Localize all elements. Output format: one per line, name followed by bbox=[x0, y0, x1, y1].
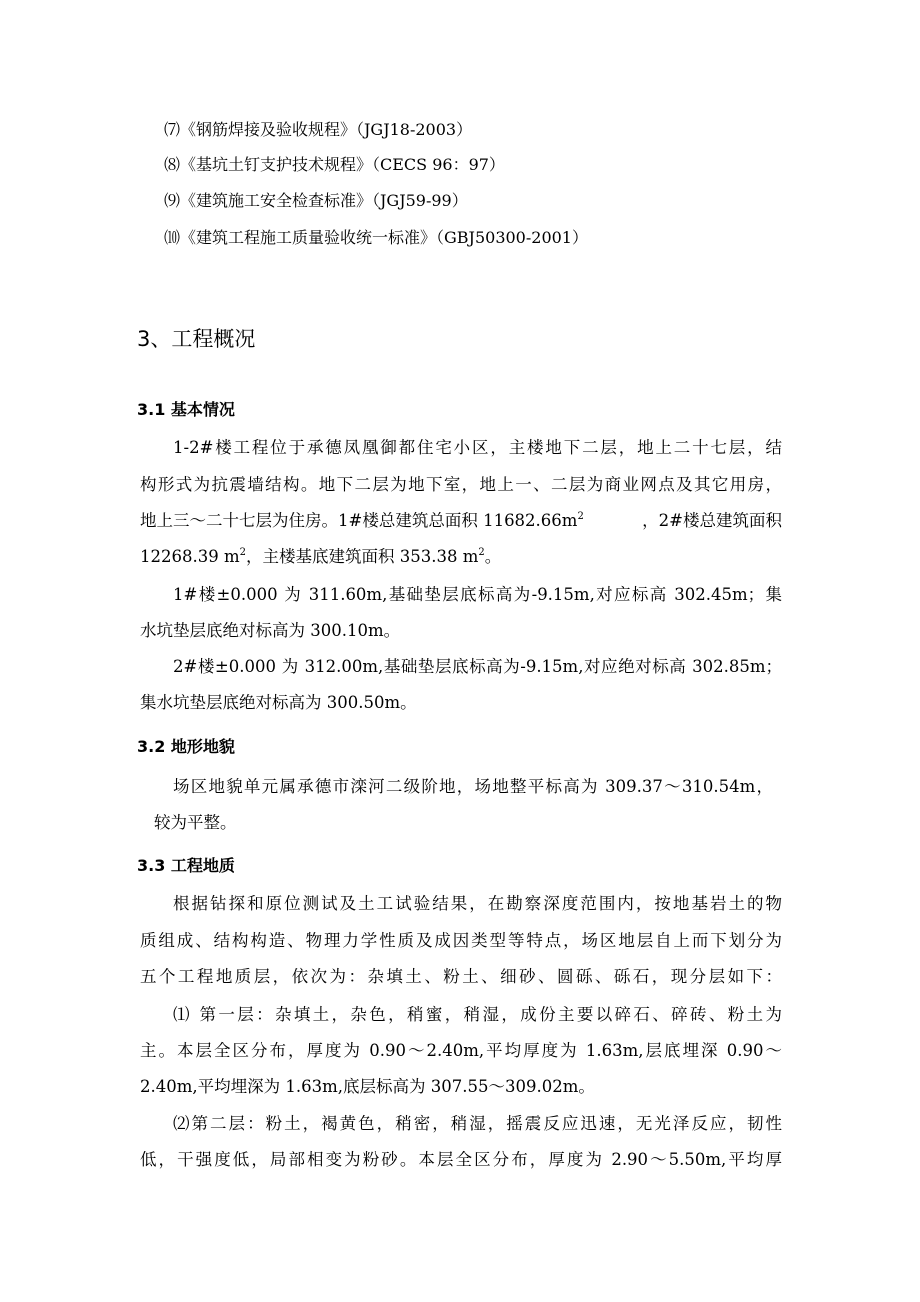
paragraph-line: 根据钻探和原位测试及土工试验结果，在勘察深度范围内，按地基岩土的物 bbox=[173, 894, 782, 913]
reference-item-10: ⑽《建筑工程施工质量验收统一标准》（GBJ50300-2001） bbox=[164, 228, 588, 247]
reference-item-8: ⑻《基坑土钉支护技术规程》（CECS 96：97） bbox=[164, 155, 505, 174]
paragraph-line bbox=[140, 510, 782, 532]
paragraph-line: 较为平整。 bbox=[154, 813, 237, 832]
paragraph-line: 主。本层全区分布，厚度为 0.90～2.40m,平均厚度为 1.63m,层底埋深 0.90～ bbox=[140, 1041, 782, 1060]
paragraph-line: 五个工程地质层，依次为：杂填土、粉土、细砂、圆砾、砾石，现分层如下： bbox=[140, 967, 782, 986]
section-title: 3、工程概况 bbox=[137, 327, 256, 351]
paragraph-line: 场区地貌单元属承德市滦河二级阶地，场地整平标高为 309.37～310.54m， bbox=[173, 777, 773, 796]
paragraph-line: 集水坑垫层底绝对标高为 300.50m。 bbox=[140, 693, 417, 712]
paragraph-line: 2.40m,平均埋深为 1.63m,底层标高为 307.55～309.02m。 bbox=[140, 1077, 595, 1096]
paragraph-line: 1#楼±0.000 为 311.60m,基础垫层底标高为-9.15m,对应标高 302.45m；集 bbox=[173, 585, 782, 604]
area-text-part: 地上三～二十七层为住房。1#楼总建筑总面积 $11682.66m^2$ bbox=[140, 511, 584, 530]
paragraph-line: 1-2#楼工程位于承德凤凰御都住宅小区，主楼地下二层，地上二十七层，结 bbox=[173, 438, 782, 457]
reference-item-7: ⑺《钢筋焊接及验收规程》（JGJ18-2003） bbox=[164, 120, 473, 139]
reference-item-9: ⑼《建筑施工安全检查标准》（JGJ59-99） bbox=[164, 191, 468, 210]
paragraph-line: 2#楼±0.000 为 312.00m,基础垫层底标高为-9.15m,对应绝对标高 302.85m； bbox=[173, 657, 782, 676]
area-text-part: ，2#楼总建筑面积 bbox=[642, 511, 782, 530]
paragraph-line: 质组成、结构构造、物理力学性质及成因类型等特点，场区地层自上而下划分为 bbox=[140, 931, 782, 950]
subsection-heading-3-1: 3.1 基本情况 bbox=[137, 400, 235, 419]
paragraph-line: 构形式为抗震墙结构。地下二层为地下室，地上一、二层为商业网点及其它用房， bbox=[140, 475, 782, 494]
paragraph-line: 水坑垫层底绝对标高为 300.10m。 bbox=[140, 621, 401, 640]
subsection-heading-3-2: 3.2 地形地貌 bbox=[137, 737, 235, 756]
paragraph-line: 12268.39 $m^2$，主楼基底建筑面积 353.38 $m^2$。 bbox=[140, 547, 502, 566]
paragraph-line: ⑴ 第一层：杂填土，杂色，稍蜜，稍湿，成份主要以碎石、碎砖、粉土为 bbox=[173, 1005, 782, 1024]
paragraph-line: ⑵第二层：粉土，褐黄色，稍密，稍湿，摇震反应迅速，无光泽反应，韧性 bbox=[173, 1114, 782, 1133]
paragraph-line: 低，干强度低，局部相变为粉砂。本层全区分布，厚度为 2.90～5.50m,平均厚 bbox=[140, 1150, 782, 1169]
subsection-heading-3-3: 3.3 工程地质 bbox=[137, 856, 235, 875]
